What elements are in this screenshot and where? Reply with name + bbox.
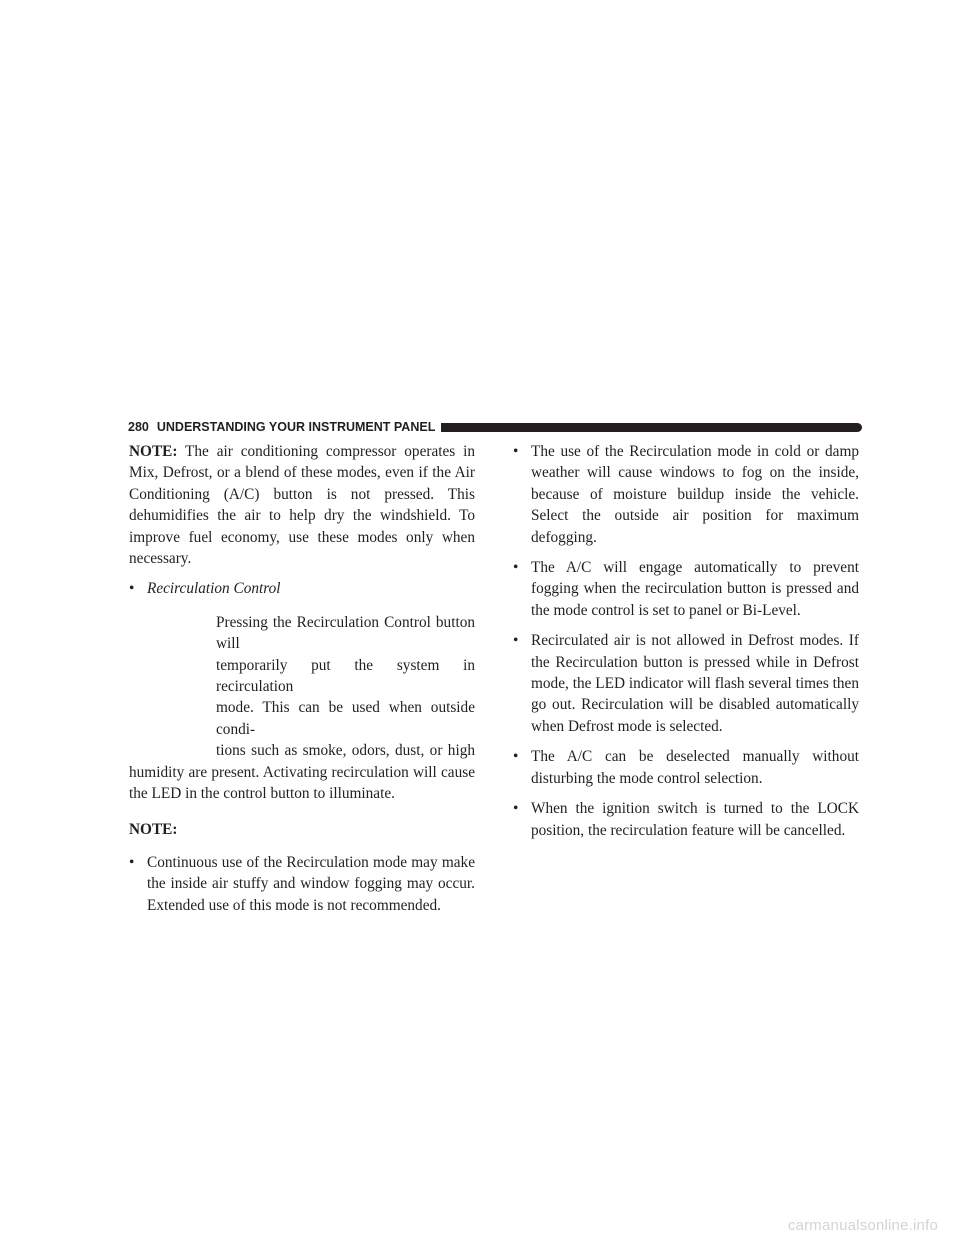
bullet-glyph: • [513,559,519,577]
recirculation-heading-item [129,578,475,599]
note-text: The air conditioning compressor operates in Mix, Defrost, or a blend of these modes, even if the Air Conditioning (A/C) button is not pressed. This dehumidifies the air to help dry the windshield. To improve fuel economy, use these modes only when necessary. [129,443,475,568]
bullet-glyph: • [513,443,519,460]
recirc-tail: humidity are present. Activating recirculation will cause the LED in the control button to illuminate. [129,763,475,803]
recirc-line: tions such as smoke, odors, dust, or high [216,742,475,760]
bullet-item [513,798,859,841]
page-number: 280 [128,420,149,434]
recirc-line: temporarily put the system in recirculation [216,656,475,696]
bullet-text: Recirculated air is not allowed in Defrost modes. If the Recirculation button is pressed while in Defrost mode, the LED indicator will flash several times then go out. Recirculation will be disabled automatically when Defrost mode is selected. [531,632,859,735]
recirculation-indented-lines [216,612,475,762]
bullet-text: When the ignition switch is turned to the LOCK position, the recirculation feature will be cancelled. [531,800,859,839]
bullet-glyph: • [129,853,135,871]
bullet-glyph: • [513,748,519,766]
note-paragraph [129,441,475,569]
bullet-glyph: • [129,580,135,598]
section-title: UNDERSTANDING YOUR INSTRUMENT PANEL [156,420,436,434]
bullet-item [513,746,859,789]
bullet-text: The A/C can be deselected manually without disturbing the mode control selection. [531,748,859,787]
header-rule [441,423,862,432]
watermark: carmanualsonline.info [787,1217,938,1234]
recirc-line: mode. This can be used when outside condi- [216,699,475,738]
bullet-text: Continuous use of the Recirculation mode may make the inside air stuffy and window fogging may occur. Extended use of this mode is not recommended. [147,853,475,914]
left-column [129,441,475,916]
recirculation-description [129,612,475,805]
right-column [513,441,859,841]
note-label: NOTE: [129,443,178,460]
bullet-text: The A/C will engage automatically to prevent fogging when the recirculation button is pressed and the mode control is set to panel or Bi-Level. [531,559,859,619]
recirculation-heading: Recirculation Control [147,580,281,598]
note2-label: NOTE: [129,820,178,838]
bullet-text: The use of the Recirculation mode in cold or damp weather will cause windows to fog on the inside, because of moisture buildup inside the vehicle. Select the outside air position for maximum defogging. [531,443,859,546]
bullet-item [129,852,475,916]
bullet-glyph: • [513,800,519,818]
bullet-glyph: • [513,632,519,650]
bullet-item [513,630,859,737]
bullet-item [513,441,859,548]
page-header [128,418,862,436]
recirc-line: Pressing the Recirculation Control button will [216,613,475,653]
bullet-item [513,557,859,621]
